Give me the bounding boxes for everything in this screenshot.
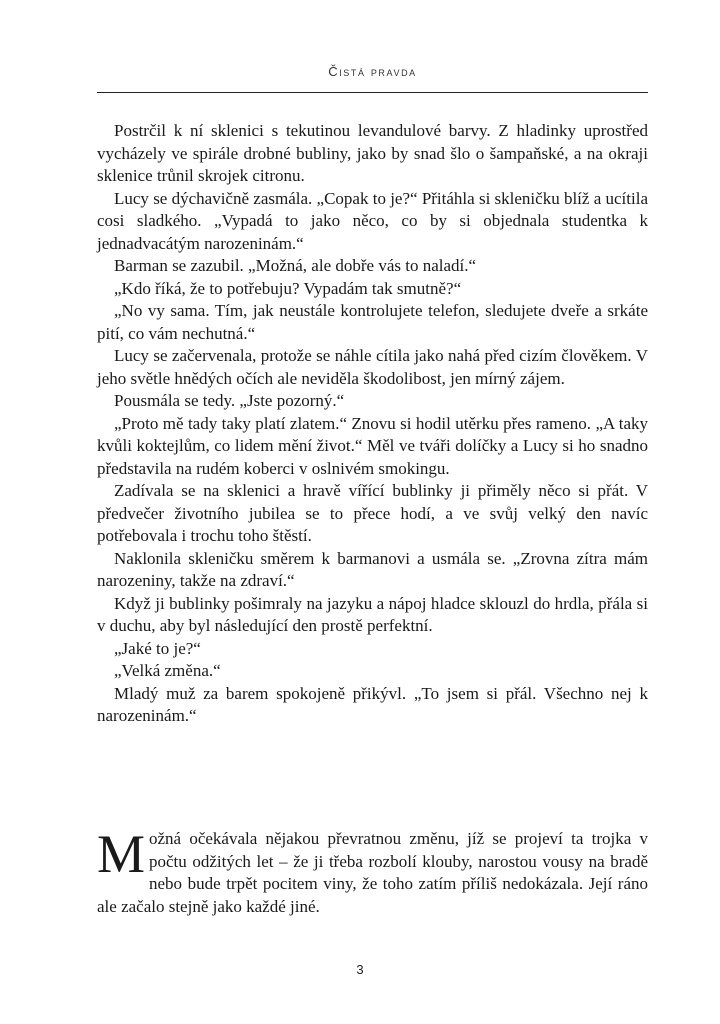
paragraph: Barman se zazubil. „Možná, ale dobře vás to naladí.“ [114, 256, 477, 275]
paragraph: Když ji bublinky pošimraly na jazyku a nápoj hladce sklouzl do hrdla, přála si v duchu, aby byl následující den prostě perfektní. [97, 593, 648, 635]
paragraph: Pousmála se tedy. „Jste pozorný.“ [114, 391, 345, 410]
paragraph: Lucy se začervenala, protože se náhle cítila jako nahá před cizím člověkem. V jeho světle hnědých očích ale neviděla škodolibost, jen mírný zájem. [97, 346, 648, 388]
section-opening-text: ožná očekávala nějakou převratnou změnu, jíž se projeví ta trojka v počtu odžitých let – že ji třeba rozbolí klouby, narostou vousy na bradě nebo bude trpět pocitem viny, že toho zatím příliš nedokázala. Její ráno ale začalo stejně jako každé jiné. [97, 829, 648, 916]
paragraph: Postrčil k ní sklenici s tekutinou levandulové barvy. Z hladinky uprostřed vycházely ve spirále drobné bubliny, jako by snad šlo o šampaňské, a na okraji sklenice trůnil skrojek citronu. [97, 121, 648, 185]
chapter-body [97, 120, 648, 728]
paragraph: Lucy se dýchavičně zasmála. „Copak to je?“ Přitáhla si skleničku blíž a ucítila cosi sladkého. „Vypadá to jako něco, co by si objednala studentka k jednadvacátým narozeninám.“ [97, 188, 648, 253]
header-rule [97, 92, 648, 93]
paragraph: „Velká změna.“ [114, 661, 221, 680]
paragraph: Naklonila skleničku směrem k barmanovi a usmála se. „Zrovna zítra mám narozeniny, takže na zdraví.“ [97, 548, 648, 590]
paragraph: Mladý muž za barem spokojeně přikývl. „To jsem si přál. Všechno nej k narozeninám.“ [97, 683, 648, 725]
running-head-title: Čistá pravda [328, 64, 417, 79]
paragraph: „Kdo říká, že to potřebuju? Vypadám tak smutně?“ [114, 278, 462, 298]
section-opening [97, 824, 648, 918]
paragraph: „Jaké to je?“ [114, 638, 201, 658]
paragraph: „Proto mě tady taky platí zlatem.“ Znovu si hodil utěrku přes rameno. „A taky kvůli koktejlům, co lidem mění život.“ Měl ve tváři dolíčky a Lucy si ho snadno představila na rudém koberci v oslnivém smokingu. [97, 413, 648, 478]
paragraph: Zadívala se na sklenici a hravě vířící bublinky ji přiměly něco si přát. V předvečer životního jubilea se to přece hodí, a ve svůj velký den navíc potřebovala i trochu toho štěstí. [97, 481, 648, 545]
section-opening-paragraph [97, 824, 648, 918]
page-number: 3 [356, 962, 364, 977]
drop-cap-letter: M [97, 824, 146, 884]
paragraph: „No vy sama. Tím, jak neustále kontrolujete telefon, sledujete dveře a srkáte pití, co vám nechutná.“ [97, 301, 648, 343]
